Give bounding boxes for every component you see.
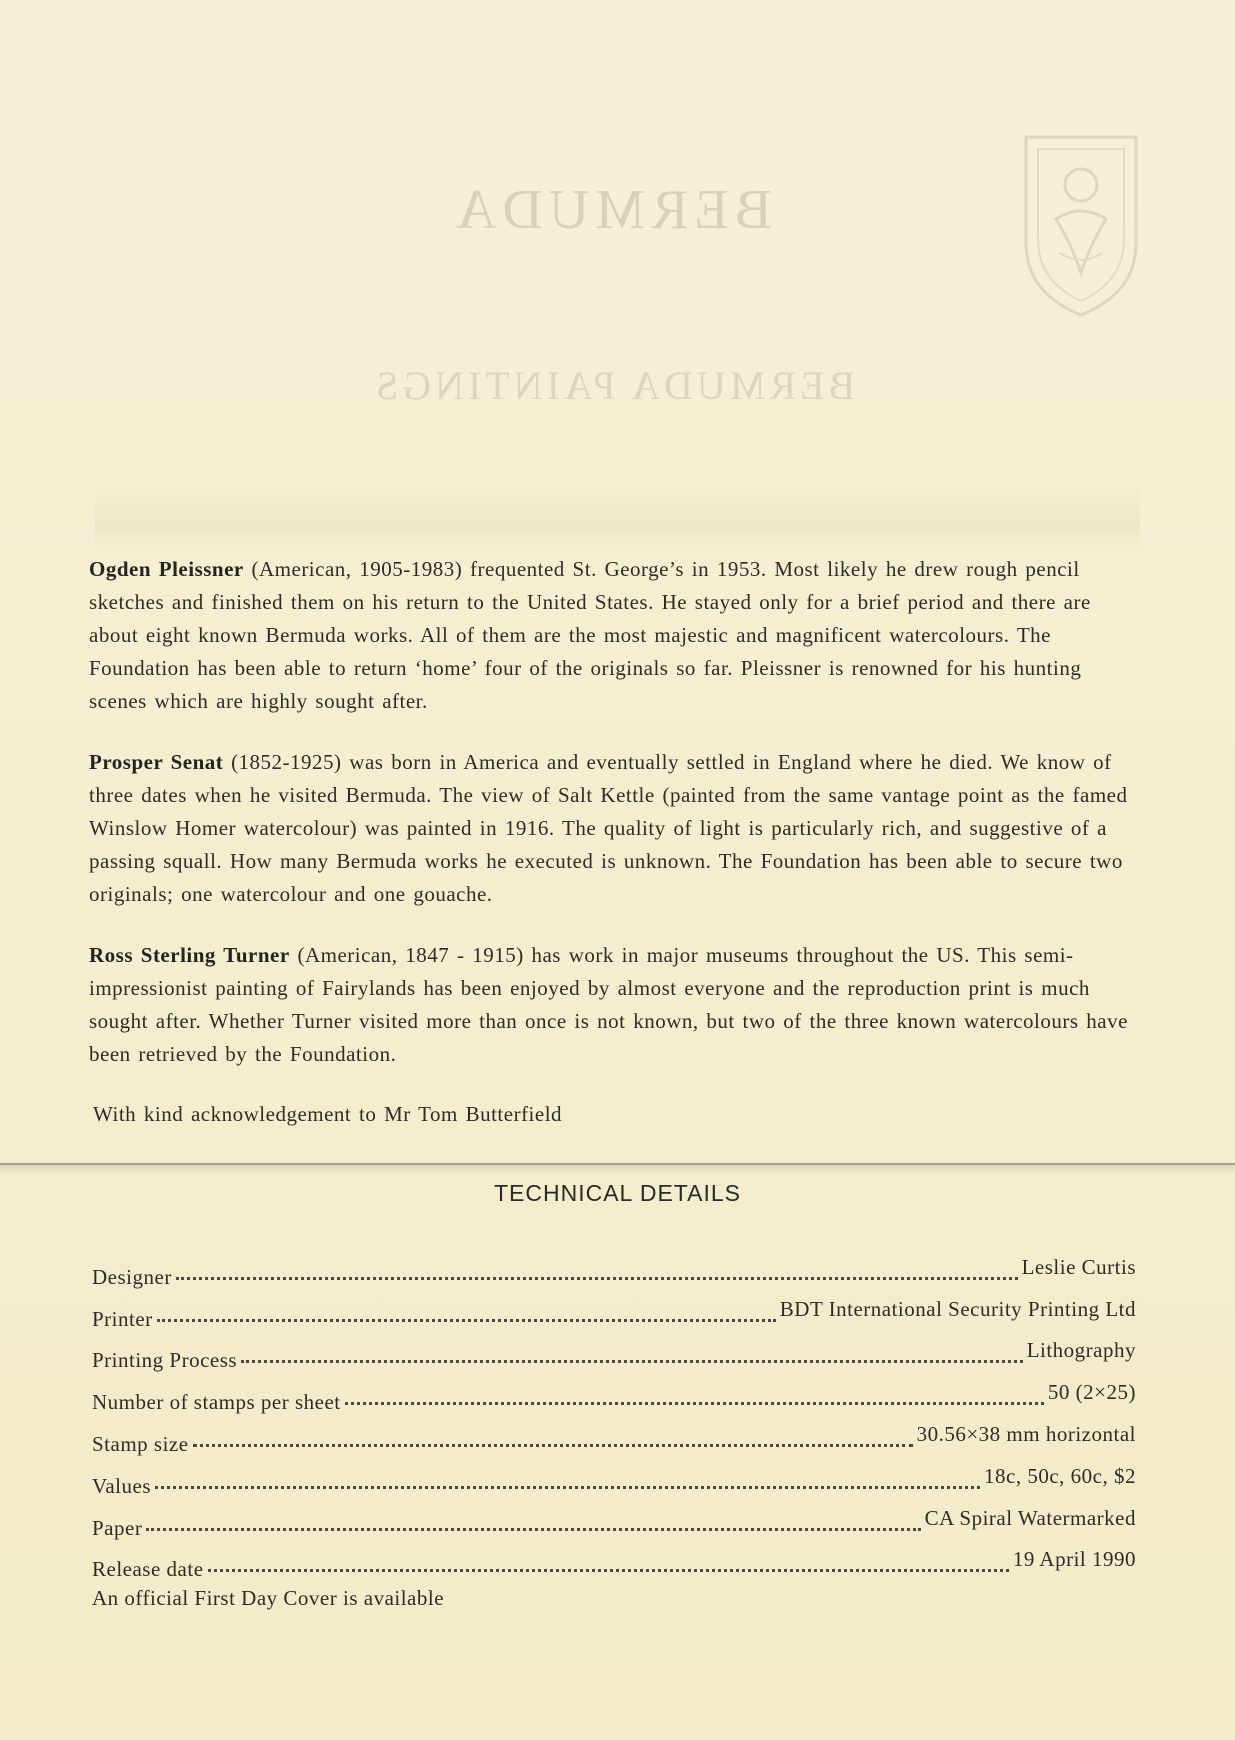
- dot-leader: [176, 1277, 1018, 1280]
- detail-value: CA Spiral Watermarked: [924, 1505, 1136, 1530]
- detail-label: Printer: [92, 1306, 153, 1331]
- essay-text: (American, 1847 - 1915) has work in major museums throughout the US. This semi-impressionist painting of Fairylands has been enjoyed by almost everyone and the reproduction print is much sought after. Whether Turner visited more than once is not known, but two of the three known watercolours have been retrieved by the Foundation.: [89, 943, 1128, 1066]
- artist-essays: [89, 553, 1137, 1129]
- dot-leader: [208, 1569, 1009, 1572]
- detail-value: BDT International Security Printing Ltd: [779, 1296, 1136, 1321]
- dot-leader: [157, 1319, 776, 1322]
- detail-row-stamp-size: [92, 1409, 1136, 1456]
- detail-value: Leslie Curtis: [1021, 1254, 1136, 1279]
- artist-name: Prosper Senat: [89, 750, 224, 774]
- detail-value: 18c, 50c, 60c, $2: [984, 1463, 1136, 1488]
- dot-leader: [241, 1360, 1023, 1363]
- detail-row-printing-process: [92, 1326, 1136, 1373]
- fold-shadow: [0, 1165, 1235, 1175]
- detail-row-values: [92, 1451, 1136, 1498]
- detail-label: Printing Process: [92, 1348, 238, 1373]
- detail-label: Values: [92, 1473, 151, 1498]
- detail-value: Lithography: [1026, 1338, 1136, 1363]
- dot-leader: [146, 1528, 920, 1531]
- essay-text: (American, 1905-1983) frequented St. George’s in 1953. Most likely he drew rough pencil sketches and finished them on his return to the United States. He stayed only for a brief period and there are about eight known Bermuda works. All of them are the most majestic and magnificent watercolours. The Foundation has been able to return ‘home’ four of the originals so far. Pleissner is renowned for his hunting scenes which are highly sought after.: [89, 557, 1091, 713]
- detail-value: 30.56×38 mm horizontal: [916, 1421, 1136, 1446]
- essay-paragraph: [89, 746, 1137, 911]
- dot-leader: [345, 1402, 1044, 1405]
- technical-details-list: [92, 1242, 1136, 1611]
- crest-icon: [1020, 133, 1142, 319]
- dot-leader: [193, 1444, 913, 1447]
- detail-row-paper: [92, 1493, 1136, 1540]
- detail-label: Designer: [92, 1264, 172, 1289]
- detail-row-release-date: [92, 1535, 1136, 1582]
- artist-name: Ogden Pleissner: [89, 557, 244, 581]
- show-through-band: [95, 483, 1140, 553]
- detail-label: Stamp size: [92, 1431, 189, 1456]
- show-through-subtitle: BERMUDA PAINTINGS: [372, 363, 856, 408]
- detail-value: 50 (2×25): [1047, 1380, 1136, 1405]
- essay-paragraph: [89, 553, 1137, 718]
- detail-label: Number of stamps per sheet: [92, 1390, 341, 1415]
- show-through-title: BERMUDA: [450, 179, 773, 241]
- essay-text: (1852-1925) was born in America and eventually settled in England where he died. We know of three dates when he visited Bermuda. The view of Salt Kettle (painted from the same vantage point as the famed Winslow Homer watercolour) was painted in 1916. The quality of light is particularly rich, and suggestive of a passing squall. How many Bermuda works he executed is unknown. The Foundation has been able to secure two originals; one watercolour and one gouache.: [89, 750, 1128, 906]
- detail-value: 19 April 1990: [1012, 1547, 1136, 1572]
- dot-leader: [155, 1486, 980, 1489]
- artist-name: Ross Sterling Turner: [89, 943, 290, 967]
- technical-details-heading: TECHNICAL DETAILS: [493, 1180, 742, 1206]
- detail-row-stamps-per-sheet: [92, 1367, 1136, 1415]
- essay-paragraph: [89, 939, 1137, 1071]
- first-day-cover-note: An official First Day Cover is available: [92, 1586, 445, 1611]
- detail-row-designer: [92, 1242, 1136, 1289]
- detail-label: Release date: [92, 1557, 204, 1582]
- acknowledgement: With kind acknowledgement to Mr Tom Butterfield: [93, 1102, 563, 1126]
- detail-label: Paper: [92, 1515, 143, 1540]
- detail-row-printer: [92, 1284, 1136, 1331]
